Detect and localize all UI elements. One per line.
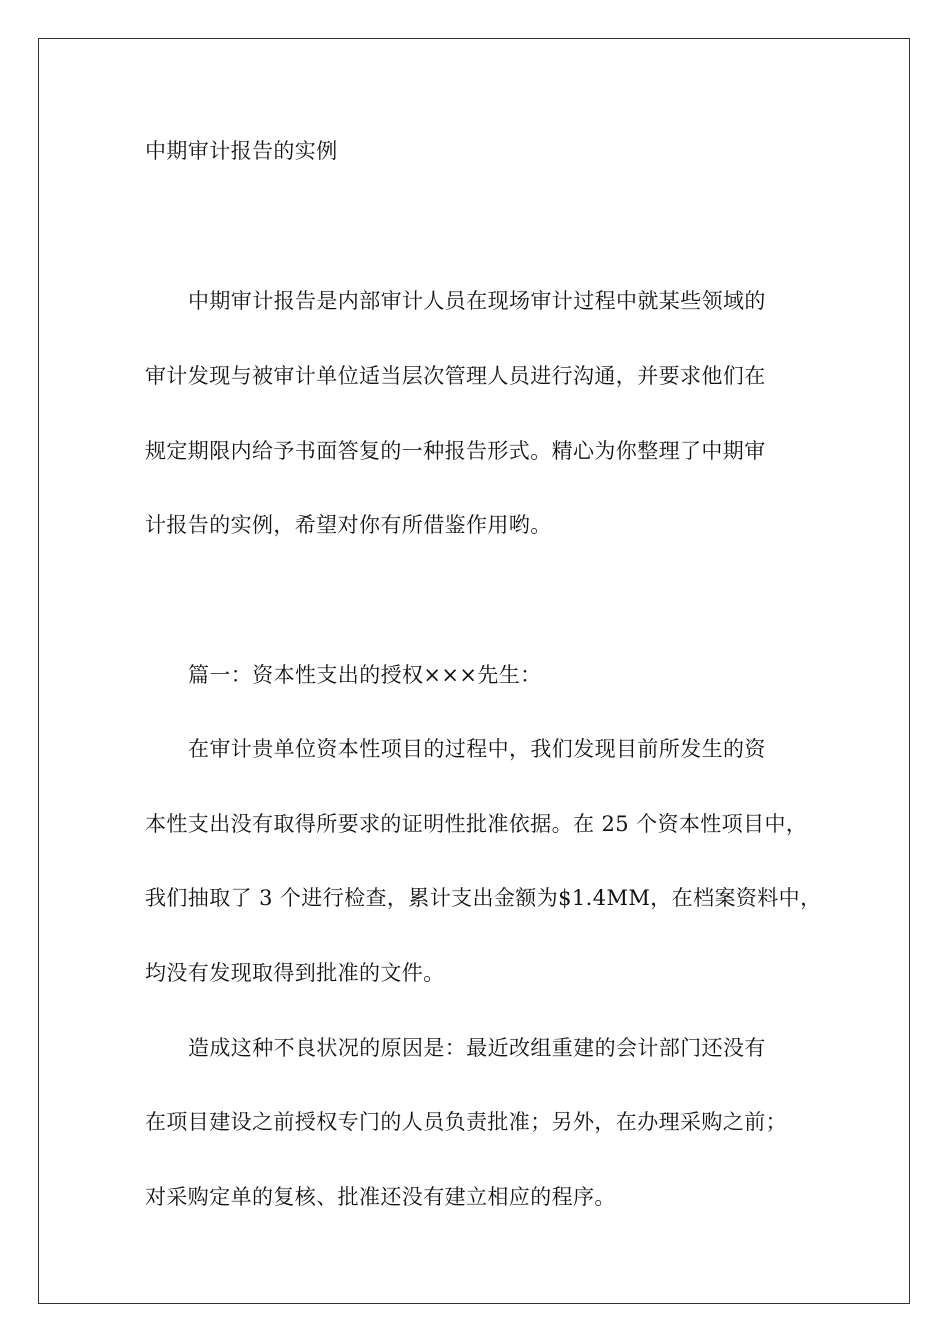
paragraph-line: 本性支出没有取得所要求的证明性批准依据。在 25 个资本性项目中， xyxy=(145,812,808,836)
document-title: 中期审计报告的实例 xyxy=(145,139,338,163)
paragraph-line: 在项目建设之前授权专门的人员负责批准；另外，在办理采购之前； xyxy=(145,1110,787,1134)
section-heading: 篇一：资本性支出的授权×××先生： xyxy=(188,663,542,687)
paragraph-line: 对采购定单的复核、批准还没有建立相应的程序。 xyxy=(145,1185,616,1209)
paragraph-line: 计报告的实例，希望对你有所借鉴作用哟。 xyxy=(145,513,552,537)
paragraph-line: 造成这种不良状况的原因是：最近改组重建的会计部门还没有 xyxy=(188,1036,766,1060)
paragraph-line: 在审计贵单位资本性项目的过程中，我们发现目前所发生的资 xyxy=(188,737,766,761)
paragraph-line: 中期审计报告是内部审计人员在现场审计过程中就某些领域的 xyxy=(188,289,766,313)
paragraph-line: 均没有发现取得到批准的文件。 xyxy=(145,961,445,985)
paragraph-line: 我们抽取了 3 个进行检查，累计支出金额为$1.4MM，在档案资料中， xyxy=(145,886,822,910)
paragraph-line: 规定期限内给予书面答复的一种报告形式。精心为你整理了中期审 xyxy=(145,439,766,463)
paragraph-line: 审计发现与被审计单位适当层次管理人员进行沟通，并要求他们在 xyxy=(145,364,766,388)
